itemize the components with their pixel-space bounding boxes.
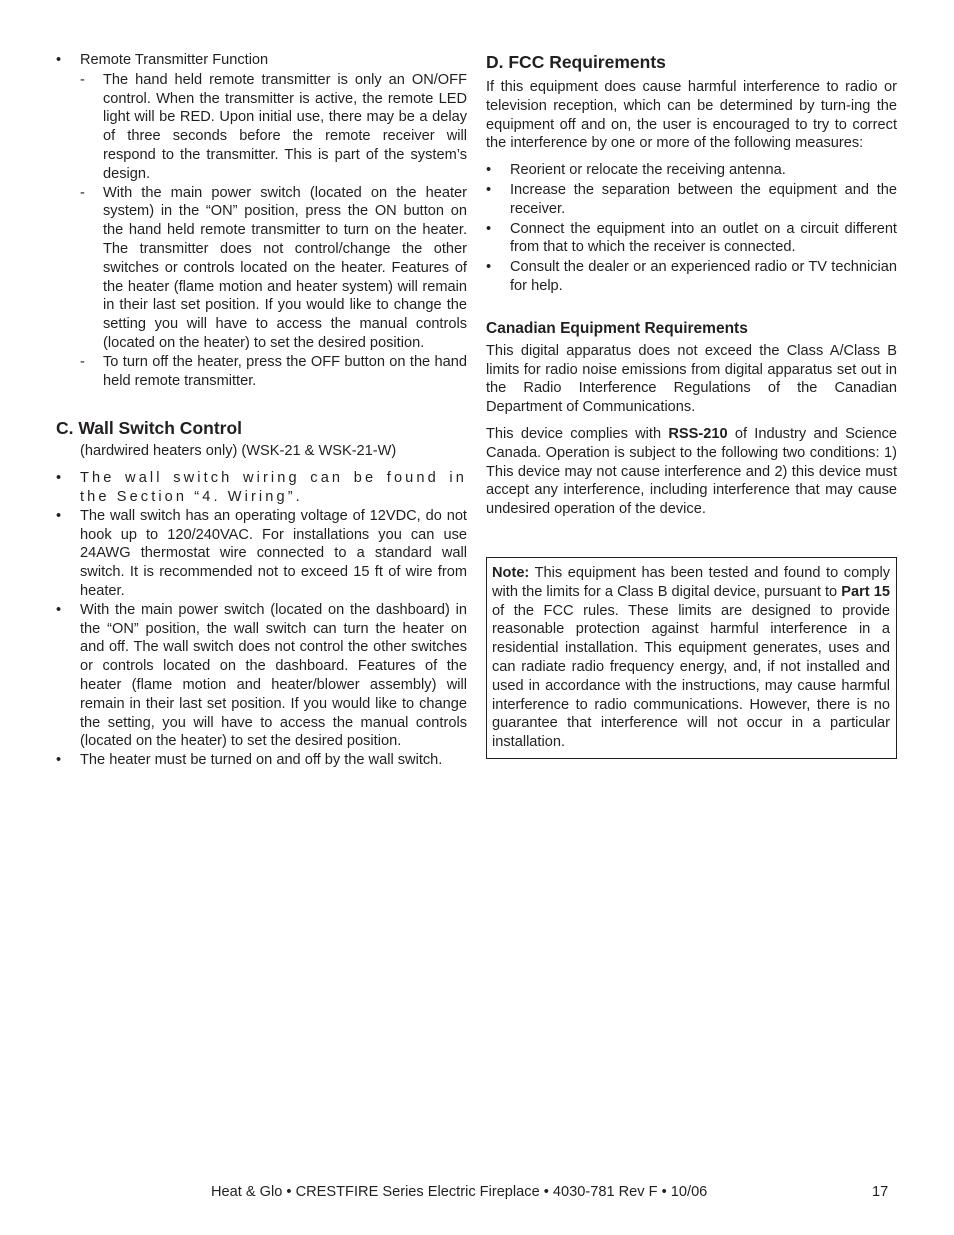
wall-switch-list — [56, 469, 467, 770]
fcc-item-2: • Increase the separation between the equipment and the receiver. — [486, 181, 897, 219]
remote-item-2: - With the main power switch (located on the heater system) in the “ON” position, press the ON button on the hand held remote transmitter to turn on the heater. The transmitter does not control/change the other switches or controls located on the heater. Features of the heater (flame motion and heater system) will remain in their last set position. If you would like to change the setting you will have to access the manual controls (located on the heater) to set the desired position. — [80, 184, 467, 353]
fcc-item-3: • Connect the equipment into an outlet on a circuit different from that to which the receiver is connected. — [486, 220, 897, 258]
canadian-para-2 — [486, 425, 897, 519]
remote-item-1: - The hand held remote transmitter is only an ON/OFF control. When the transmitter is active, the remote LED light will be RED. Upon initial use, there may be a delay of three seconds before the remote receiver will respond to the transmitter. This is part of the system’s design. — [80, 71, 467, 184]
wall-switch-item-1-text: The wall switch wiring can be found in the Section “4. Wiring”. — [80, 470, 467, 505]
remote-heading: Remote Transmitter Function — [80, 52, 269, 68]
remote-item-3: - To turn off the heater, press the OFF button on the hand held remote transmitter. — [80, 353, 467, 391]
fcc-item-1: • Reorient or relocate the receiving antenna. — [486, 161, 897, 180]
left-column — [56, 51, 467, 770]
fcc-list — [486, 161, 897, 296]
wall-switch-item-4: • The heater must be turned on and off by the wall switch. — [56, 751, 467, 770]
right-column — [486, 51, 897, 759]
note-text-post: of the FCC rules. These limits are designed to provide reasonable protection against harmful interference in a residential installation. This equipment generates, uses and can radiate radio frequency energy, and, if not installed and used in accordance with the instructions, may cause harmful interference to radio communications. However, there is no guarantee that interference will not occur in a particular installation. — [492, 602, 890, 751]
footer-text: Heat & Glo • CRESTFIRE Series Electric Fireplace • 4030-781 Rev F • 10/06 — [211, 1184, 708, 1200]
remote-bullet — [56, 51, 467, 390]
fcc-item-4: • Consult the dealer or an experienced radio or TV technician for help. — [486, 258, 897, 296]
canadian-heading: Canadian Equipment Requirements — [486, 319, 748, 337]
remote-section — [56, 51, 467, 390]
fcc-note-box — [486, 557, 897, 759]
fcc-heading: D. FCC Requirements — [486, 52, 666, 72]
canadian-para-2-post: of Industry and Science Canada. Operation is subject to the following two conditions: 1) This device may not cause interference and 2) this device must accept any interference, including interference that may cause undesired operation of the device. — [486, 425, 897, 518]
fcc-intro: If this equipment does cause harmful interference to radio or television reception, which can be determined by turn-ing the equipment off and on, the user is encouraged to try to correct the interference by one or more of the following measures: — [486, 79, 897, 152]
page-number: 17 — [872, 1184, 889, 1200]
canadian-para-2-pre: This device complies with — [486, 425, 669, 442]
part-15-label: Part 15 — [841, 583, 890, 600]
canadian-para-1: This digital apparatus does not exceed the Class A/Class B limits for radio noise emissions from digital apparatus set out in the Radio Interference Regulations of the Canadian Department of Communications. — [486, 342, 897, 416]
wall-switch-item-1 — [56, 469, 467, 507]
remote-items — [56, 71, 467, 391]
note-text-pre: This equipment has been tested and found to comply with the limits for a Class B digital device, pursuant to — [492, 564, 890, 600]
fcc-note-text — [492, 564, 890, 752]
wall-switch-item-3: • With the main power switch (located on the dashboard) in the “ON” position, the wall switch can turn the heater on and off. The wall switch does not control the other switches or controls located on the dashboard. Features of the heater (flame motion and heater/blower assembly) will remain in their last set position. If you would like to change the setting, you will have to access the manual controls (located on the heater) to set the desired position. — [56, 601, 467, 751]
page-footer — [0, 1183, 954, 1203]
wall-switch-heading: C. Wall Switch Control — [56, 418, 243, 439]
wall-switch-item-2: • The wall switch has an operating voltage of 12VDC, do not hook up to 120/240VAC. For installations you can use 24AWG thermostat wire connected to a standard wall switch. It is recommended not to exceed 15 ft of wire from heater. — [56, 507, 467, 601]
rss-210-label: RSS-210 — [668, 425, 728, 442]
note-label: Note: — [492, 564, 530, 581]
wall-switch-subtitle: (hardwired heaters only) (WSK-21 & WSK-21-W) — [80, 443, 397, 460]
